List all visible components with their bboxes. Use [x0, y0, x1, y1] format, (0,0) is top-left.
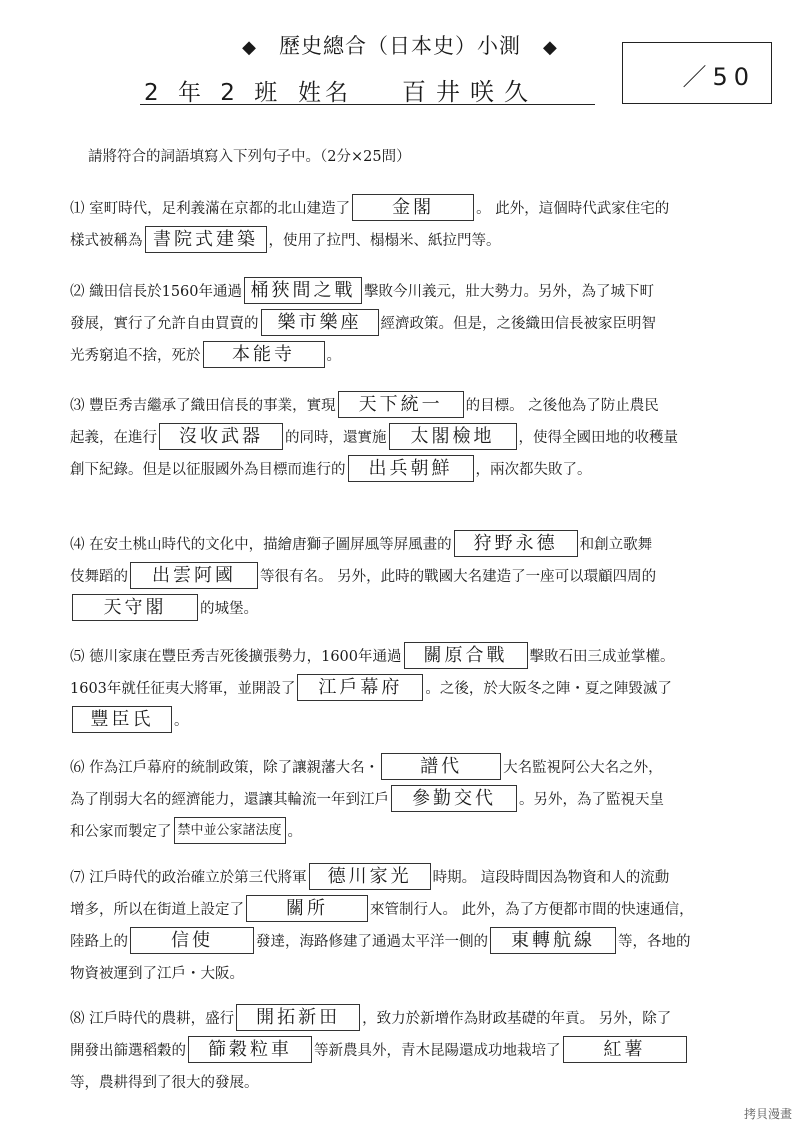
q3-answer-4: 出兵朝鮮	[348, 455, 474, 482]
q7-text: 時期。 這段時間因為物資和人的流動	[432, 870, 670, 886]
q3-answer-1: 天下統一	[338, 391, 464, 418]
q4-text: 伎舞蹈的	[70, 569, 128, 585]
q3-answer-2: 沒收武器	[159, 423, 283, 450]
q4-answer-2: 出雲阿國	[130, 562, 258, 589]
class-info: 2 年 2 班	[144, 80, 284, 106]
q3-text: 的目標。 之後他為了防止農民	[465, 398, 659, 414]
q6-text: 和公家而製定了	[70, 824, 172, 840]
q7-text: 物資被運到了江戶・大阪。	[70, 966, 244, 982]
q1-text: ⑴ 室町時代，足利義滿在京都的北山建造了	[70, 201, 351, 217]
question-5	[70, 641, 760, 737]
q7-answer-3: 信使	[130, 927, 254, 954]
q7-answer-2: 關所	[246, 895, 368, 922]
q1-text: 樣式被稱為	[70, 233, 143, 249]
q6-answer-2: 參勤交代	[391, 785, 517, 812]
q2-answer-2: 樂市樂座	[261, 309, 379, 336]
q2-text: ⑵ 織田信長於1560年通過	[70, 284, 243, 300]
q5-answer-1: 關原合戰	[404, 642, 528, 669]
q5-text: 1603年就任征夷大將軍，並開設了	[70, 681, 296, 697]
q7-text: 陸路上的	[70, 934, 128, 950]
q8-text: 等新農具外，青木昆陽還成功地栽培了	[314, 1043, 561, 1059]
question-1	[70, 193, 760, 257]
q1-answer-1: 金閣	[352, 194, 474, 221]
q6-text: 大名監視阿公大名之外，	[503, 760, 663, 776]
q7-text: 來管制行人。 此外，為了方便都市間的快速通信，	[370, 902, 694, 918]
q4-answer-1: 狩野永德	[454, 530, 578, 557]
q4-text: ⑷ 在安土桃山時代的文化中，描繪唐獅子圖屏風等屏風畫的	[70, 537, 452, 553]
q8-answer-3: 紅薯	[563, 1036, 687, 1063]
q3-answer-3: 太閣檢地	[389, 423, 517, 450]
q8-text: ，致力於新增作為財政基礎的年貢。 另外，除了	[362, 1011, 672, 1027]
q4-text: 和創立歌舞	[579, 537, 653, 553]
q1-answer-2: 書院式建築	[145, 226, 267, 253]
student-name: 百井咲久	[402, 78, 538, 106]
q4-text: 的城堡。	[200, 601, 258, 617]
q6-answer-1: 譜代	[381, 753, 501, 780]
q6-text: ⑹ 作為江戶幕府的統制政策，除了讓親藩大名・	[70, 760, 380, 776]
q2-answer-1: 桶狹間之戰	[244, 277, 362, 304]
q3-text: 創下紀錄。但是以征服國外為目標而進行的	[70, 462, 346, 478]
q2-text: 。	[326, 348, 341, 364]
q3-text: 起義，在進行	[70, 430, 157, 446]
q7-answer-1: 德川家光	[309, 863, 431, 890]
q8-text: 等，農耕得到了很大的發展。	[70, 1075, 259, 1091]
q5-text: 擊敗石田三成並掌權。	[529, 649, 675, 665]
q5-answer-2: 江戶幕府	[297, 674, 423, 701]
score-box	[622, 42, 772, 104]
watermark: 拷貝漫畫	[743, 1107, 792, 1121]
diamond-icon: ◆	[543, 37, 558, 58]
score-text: ／50	[682, 63, 755, 91]
q7-text: 增多，所以在街道上設定了	[70, 902, 244, 918]
q2-text: 經濟政策。但是，之後織田信長被家臣明智	[380, 316, 656, 332]
student-info-line	[140, 72, 595, 105]
q6-answer-3: 禁中並公家諸法度	[174, 817, 286, 844]
q4-answer-3: 天守閣	[72, 594, 198, 621]
q3-text: 的同時，還實施	[285, 430, 387, 446]
title-text: 歷史總合（日本史）小測	[279, 34, 521, 58]
q5-answer-3: 豐臣氏	[72, 706, 172, 733]
q8-text: 開發出篩選稻穀的	[70, 1043, 186, 1059]
q7-text: 等，各地的	[618, 934, 691, 950]
question-6	[70, 752, 760, 848]
q6-text: 為了削弱大名的經濟能力，還讓其輪流一年到江戶	[70, 792, 389, 808]
q6-text: 。另外，為了監視天皇	[519, 792, 664, 808]
question-8	[70, 1003, 760, 1099]
question-2	[70, 276, 760, 372]
q5-text: ⑸ 德川家康在豐臣秀吉死後擴張勢力，1600年通過	[70, 649, 402, 665]
q2-text: 發展，實行了允許自由買賣的	[70, 316, 259, 332]
instructions: 請將符合的詞語填寫入下列句子中。（2分×25問）	[88, 149, 411, 165]
q8-answer-1: 開拓新田	[236, 1004, 360, 1031]
q5-text: 。之後，於大阪冬之陣・夏之陣毀滅了	[425, 681, 672, 697]
q2-text: 擊敗今川義元，壯大勢力。另外，為了城下町	[364, 284, 655, 300]
question-7	[70, 862, 760, 990]
q6-text: 。	[287, 824, 302, 840]
q2-answer-3: 本能寺	[203, 341, 325, 368]
q4-text: 等很有名。 另外，此時的戰國大名建造了一座可以環顧四周的	[260, 569, 657, 585]
q7-answer-4: 東轉航線	[490, 927, 616, 954]
q7-text: ⑺ 江戶時代的政治確立於第三代將軍	[70, 870, 307, 886]
name-label: 姓名	[298, 80, 352, 106]
diamond-icon: ◆	[242, 37, 257, 58]
q1-text: ，使用了拉門、榻榻米、紙拉門等。	[268, 233, 501, 249]
question-3	[70, 390, 760, 486]
question-4	[70, 529, 760, 625]
q3-text: ，兩次都失敗了。	[475, 462, 592, 478]
q3-text: ⑶ 豐臣秀吉繼承了織田信長的事業，實現	[70, 398, 336, 414]
q1-text: 。 此外，這個時代武家住宅的	[476, 201, 670, 217]
q3-text: ，使得全國田地的收穫量	[518, 430, 678, 446]
q7-text: 發達，海路修建了通過太平洋一側的	[256, 934, 488, 950]
q8-answer-2: 篩穀粒車	[188, 1036, 312, 1063]
q5-text: 。	[174, 713, 189, 729]
q8-text: ⑻ 江戶時代的農耕，盛行	[70, 1011, 235, 1027]
q2-text: 光秀窮追不捨，死於	[70, 348, 201, 364]
